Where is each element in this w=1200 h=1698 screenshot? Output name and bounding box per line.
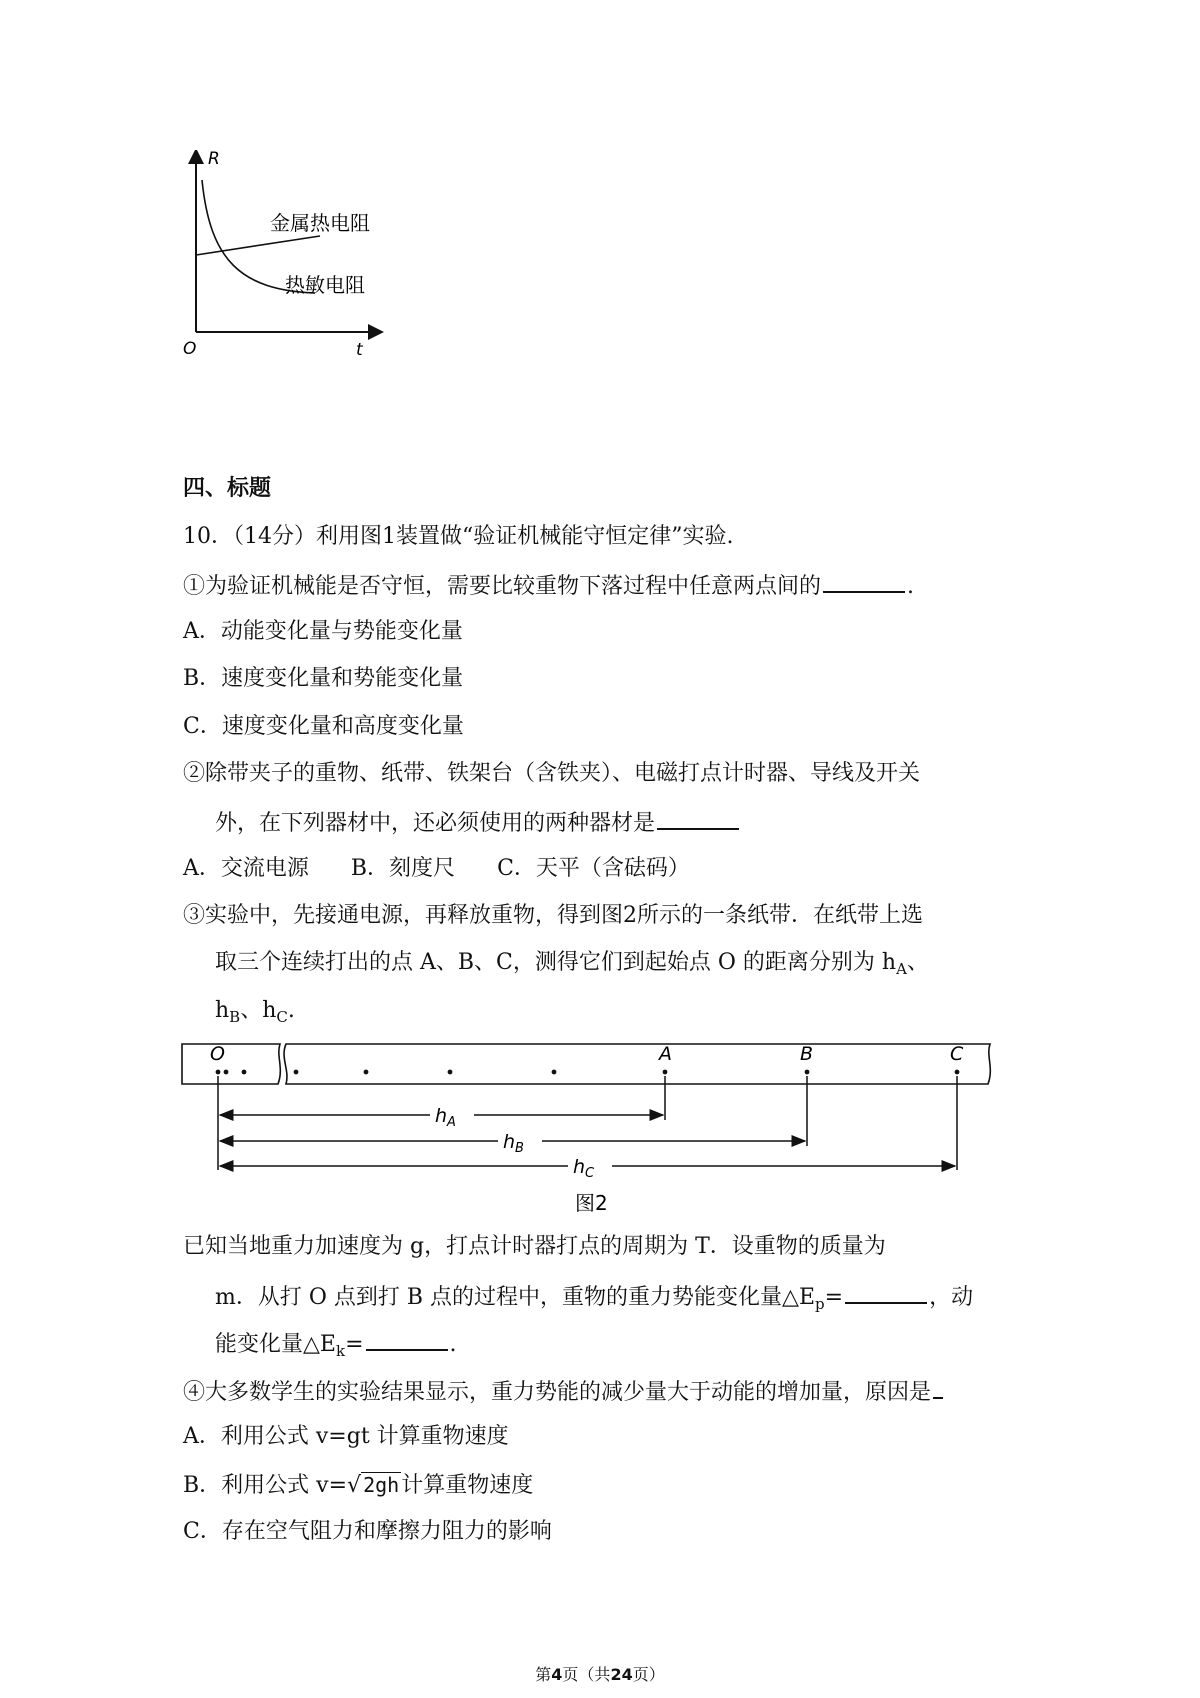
- part3-cont-ek-text: 能变化量△E: [215, 1332, 336, 1357]
- tape-left-segment: [182, 1044, 280, 1084]
- part4-option-a: A．利用公式 v=gt 计算重物速度: [183, 1424, 509, 1449]
- part3-line3: [215, 996, 295, 1032]
- part3-line1: ③实验中，先接通电源，再释放重物，得到图2所示的一条纸带．在纸带上选: [183, 903, 923, 928]
- part3-line2-text: 取三个连续打出的点 A、B、C，测得它们到起始点 O 的距离分别为 h: [215, 950, 897, 975]
- part1-option-a: A．动能变化量与势能变化量: [183, 619, 463, 644]
- footer-total-pages: 24: [610, 1665, 633, 1684]
- part2-line2: [215, 806, 741, 839]
- tape-right-segment: [284, 1044, 990, 1084]
- sqrt-expression: √ 2gh: [347, 1473, 400, 1498]
- part4-option-b: [183, 1470, 533, 1501]
- part3-h: h: [215, 998, 230, 1023]
- part4-text: ④大多数学生的实验结果显示，重力势能的减少量大于动能的增加量，原因是: [183, 1380, 932, 1405]
- label-ha: $h_A$: [435, 1105, 456, 1130]
- part3-cont-end: .: [449, 1332, 457, 1357]
- part4-option-b-pre: B．利用公式 v=: [183, 1473, 348, 1498]
- metal-resistor-line: [196, 236, 320, 255]
- part1-end: .: [907, 574, 915, 599]
- part2-option-c: C．天平（含砝码）: [497, 856, 690, 881]
- part2-option-b: B．刻度尺: [350, 856, 456, 881]
- ep-answer-blank[interactable]: [845, 1280, 927, 1304]
- part2-line1: ②除带夹子的重物、纸带、铁架台（含铁夹）、电磁打点计时器、导线及开关: [183, 761, 921, 786]
- part2-text: 外，在下列器材中，还必须使用的两种器材是: [215, 811, 656, 836]
- part1-answer-blank[interactable]: [823, 569, 905, 593]
- part3-cont-dong: ，动: [929, 1285, 974, 1310]
- graph-origin-label: O: [183, 339, 197, 359]
- footer-page-number: 4: [551, 1665, 563, 1684]
- part3-cont-eq1: =: [824, 1285, 844, 1310]
- tape-point-a: [663, 1070, 668, 1075]
- footer-mid: 页（共: [562, 1665, 611, 1684]
- part4-option-c: C．存在空气阻力和摩擦力阻力的影响: [183, 1519, 552, 1544]
- part2-answer-blank[interactable]: [657, 806, 739, 830]
- part3-line2-sub: A: [896, 960, 907, 978]
- part3-mid: 、h: [240, 998, 277, 1023]
- footer-pre: 第: [535, 1665, 552, 1684]
- label-hc: $h_C$: [573, 1156, 595, 1181]
- part2-options: [183, 854, 690, 884]
- graph-y-label: R: [208, 150, 220, 169]
- ek-answer-blank[interactable]: [366, 1327, 448, 1351]
- part1-option-c: C．速度变化量和高度变化量: [183, 714, 464, 739]
- part3-line2-end: 、: [906, 950, 929, 975]
- part3-line2: [215, 948, 929, 984]
- part1-text: ①为验证机械能是否守恒，需要比较重物下落过程中任意两点间的: [183, 574, 822, 599]
- part3-sub-c: C: [276, 1008, 288, 1026]
- label-hb: $h_B$: [503, 1131, 524, 1156]
- tape-label-a: A: [659, 1043, 672, 1065]
- part3-cont-ep-text: m．从打 O 点到打 B 点的过程中，重物的重力势能变化量△E: [215, 1285, 816, 1310]
- tape-label-o: O: [210, 1043, 225, 1065]
- graph-x-label: t: [356, 340, 363, 360]
- part3-cont-line2: [215, 1280, 973, 1319]
- part4-answer-blank[interactable]: [933, 1375, 943, 1399]
- part1-question: [183, 569, 914, 602]
- part4-question: [183, 1375, 945, 1408]
- part3-cont-eq2: =: [345, 1332, 364, 1357]
- part1-option-b: B．速度变化量和势能变化量: [183, 666, 464, 691]
- tape-point-c: [955, 1070, 960, 1075]
- graph-thermistor-label: 热敏电阻: [285, 273, 365, 297]
- part3-cont-ek-sub: k: [335, 1342, 346, 1360]
- part3-cont-line3: [215, 1327, 457, 1366]
- page-footer: [0, 1662, 1200, 1685]
- footer-post: 页）: [632, 1665, 665, 1684]
- part3-cont-line1: 已知当地重力加速度为 g，打点计时器打点的周期为 T．设重物的质量为: [183, 1234, 886, 1259]
- section-heading: 四、标题: [183, 476, 272, 501]
- part3-end: .: [287, 998, 295, 1023]
- figure2-paper-tape: [180, 1040, 1000, 1220]
- part2-option-a: A．交流电源: [183, 856, 309, 881]
- tape-label-c: C: [950, 1043, 964, 1065]
- part4-option-b-post: 计算重物速度: [401, 1473, 534, 1498]
- question-title: 10．（14分）利用图1装置做“验证机械能守恒定律”实验.: [183, 524, 734, 549]
- tape-label-b: B: [800, 1043, 814, 1065]
- figure2-caption: 图2: [575, 1191, 608, 1215]
- graph-metal-label: 金属热电阻: [270, 211, 370, 235]
- sqrt-radicand: 2gh: [363, 1473, 400, 1497]
- part3-sub-b: B: [229, 1008, 241, 1026]
- resistance-temperature-graph: [180, 150, 400, 360]
- part3-cont-ep-sub: p: [815, 1295, 825, 1313]
- tape-point-b: [805, 1070, 810, 1075]
